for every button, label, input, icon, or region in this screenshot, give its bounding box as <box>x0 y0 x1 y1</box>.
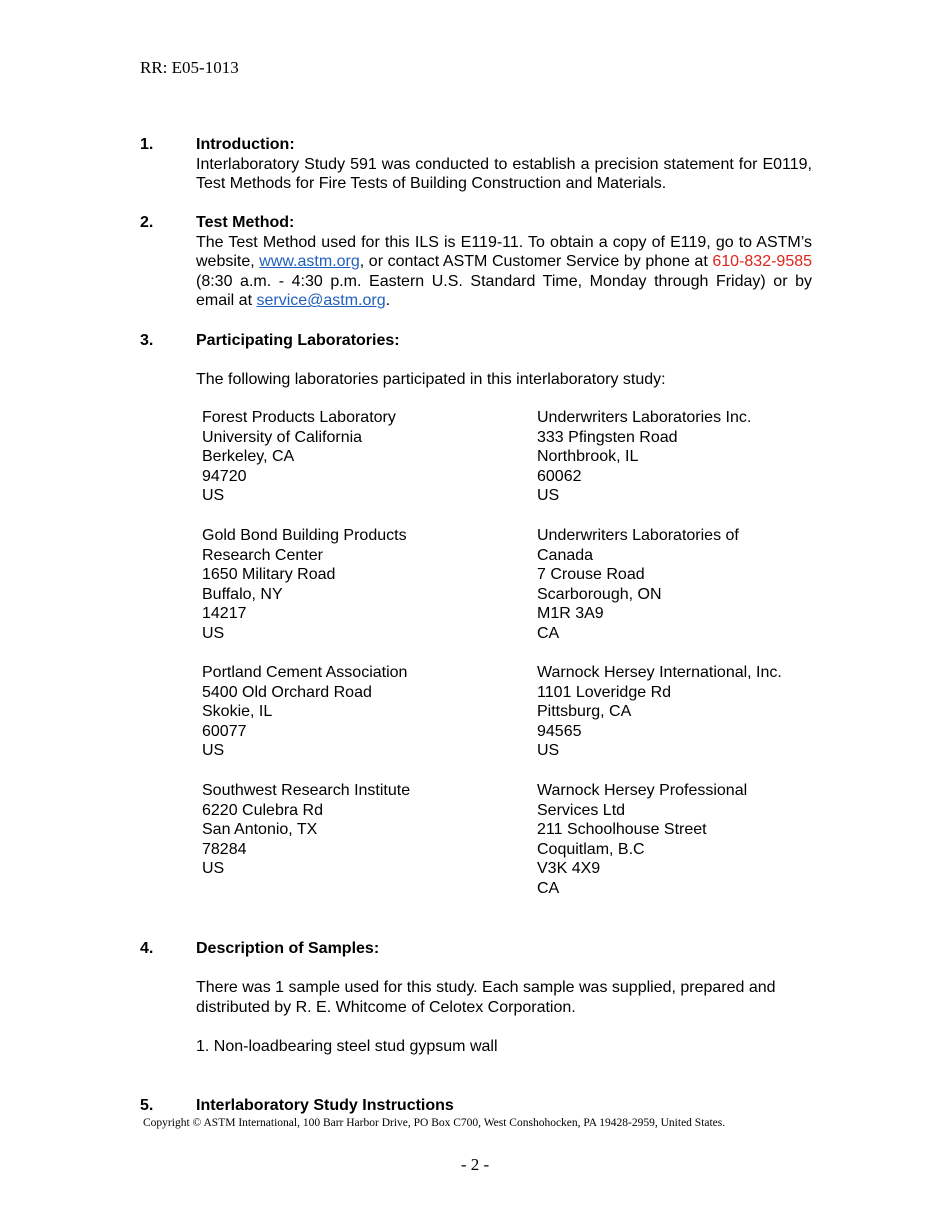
address-line: 6220 Culebra Rd <box>202 801 323 819</box>
address-line: Berkeley, CA <box>202 448 295 466</box>
address-line: 94720 <box>202 467 247 485</box>
address-line: Warnock Hersey International, Inc. <box>537 664 782 681</box>
section-text: The following laboratories participated in this interlaboratory study: <box>196 371 666 389</box>
lab-address <box>537 408 837 506</box>
section-participating-labs <box>140 331 812 390</box>
section-number: 2. <box>140 214 154 231</box>
address-line: Research Center <box>202 546 323 564</box>
address-line: CA <box>537 879 560 897</box>
address-line: US <box>202 624 225 642</box>
address-line: Southwest Research Institute <box>202 782 411 799</box>
section-number: 5. <box>140 1097 154 1114</box>
section-title: Interlaboratory Study Instructions <box>196 1097 454 1114</box>
address-line: Portland Cement Association <box>202 664 408 681</box>
address-line: 94565 <box>537 722 582 740</box>
address-line: M1R 3A9 <box>537 605 604 623</box>
address-line: 1650 Military Road <box>202 566 336 584</box>
section-title: Description of Samples: <box>196 940 380 957</box>
section-text: Interlaboratory Study 591 was conducted to establish a precision statement for E0119, Test Methods for Fire Tests of Building Construction and Materials. <box>196 155 812 193</box>
address-line: Pittsburg, CA <box>537 703 632 721</box>
section-number: 1. <box>140 136 154 153</box>
lab-address <box>202 663 502 761</box>
address-line: US <box>202 860 225 878</box>
address-line: 211 Schoolhouse Street <box>537 821 707 839</box>
address-line: 333 Pfingsten Road <box>537 428 678 446</box>
address-line: Northbrook, IL <box>537 448 639 466</box>
address-line: Coquitlam, B.C <box>537 840 645 858</box>
section-title: Participating Laboratories: <box>196 332 400 349</box>
text-part: (8:30 a.m. - 4:30 p.m. Eastern U.S. Standard Time, Monday through Friday) or by email at <box>196 272 812 310</box>
lab-address <box>202 408 502 506</box>
sample-list-item: 1. Non-loadbearing steel stud gypsum wall <box>196 1037 498 1055</box>
address-line: US <box>537 742 560 760</box>
section-introduction <box>140 135 812 194</box>
lab-address <box>537 781 837 899</box>
lab-address <box>537 526 837 644</box>
address-line: 7 Crouse Road <box>537 566 645 584</box>
section-text <box>196 233 812 311</box>
address-line: Underwriters Laboratories Inc. <box>537 409 752 426</box>
section-number: 4. <box>140 940 154 957</box>
page-number: - 2 - <box>460 1155 490 1174</box>
astm-website-link[interactable]: www.astm.org <box>259 253 360 271</box>
address-line: V3K 4X9 <box>537 860 601 878</box>
address-line: Gold Bond Building Products <box>202 527 407 544</box>
text-part: , or contact ASTM Customer Service by phone at <box>359 253 713 271</box>
address-line: University of California <box>202 428 363 446</box>
address-line: CA <box>537 624 560 642</box>
report-header: RR: E05-1013 <box>140 58 239 77</box>
address-line: Forest Products Laboratory <box>202 409 396 426</box>
lab-address <box>537 663 837 761</box>
text-part: The Test Method used for this ILS is E119-11. To obtain a copy of E119, go to ASTM’s website, <box>196 233 812 271</box>
copyright-footer: Copyright © ASTM International, 100 Barr Harbor Drive, PO Box C700, West Conshohocken, PA 19428-2959, United States. <box>143 1117 726 1129</box>
address-line: 1101 Loveridge Rd <box>537 683 672 701</box>
address-line: Services Ltd <box>537 801 626 819</box>
address-line: 60062 <box>537 467 582 485</box>
section-text: There was 1 sample used for this study. Each sample was supplied, prepared and distributed by R. E. Whitcome of Celotex Corporation. <box>196 979 776 1016</box>
section-title: Introduction: <box>196 136 295 153</box>
lab-address <box>202 781 502 879</box>
text-part: . <box>385 292 391 310</box>
address-line: 60077 <box>202 722 247 740</box>
address-line: Canada <box>537 546 594 564</box>
service-email-link[interactable]: service@astm.org <box>256 292 386 310</box>
phone-number: 610-832-9585 <box>712 253 813 271</box>
address-line: Scarborough, ON <box>537 585 662 603</box>
lab-address <box>202 526 502 644</box>
section-ils-instructions <box>140 1096 812 1116</box>
section-number: 3. <box>140 332 154 349</box>
address-line: Buffalo, NY <box>202 585 283 603</box>
address-line: 14217 <box>202 605 247 623</box>
address-line: Skokie, IL <box>202 703 273 721</box>
section-title: Test Method: <box>196 214 295 231</box>
address-line: Underwriters Laboratories of <box>537 527 739 544</box>
address-line: 78284 <box>202 840 247 858</box>
section-test-method <box>140 213 812 311</box>
section-description-of-samples <box>140 939 812 1057</box>
address-line: US <box>202 742 225 760</box>
address-line: US <box>537 487 560 505</box>
address-line: Warnock Hersey Professional <box>537 782 748 799</box>
address-line: US <box>202 487 225 505</box>
address-line: 5400 Old Orchard Road <box>202 683 372 701</box>
address-line: San Antonio, TX <box>202 821 318 839</box>
